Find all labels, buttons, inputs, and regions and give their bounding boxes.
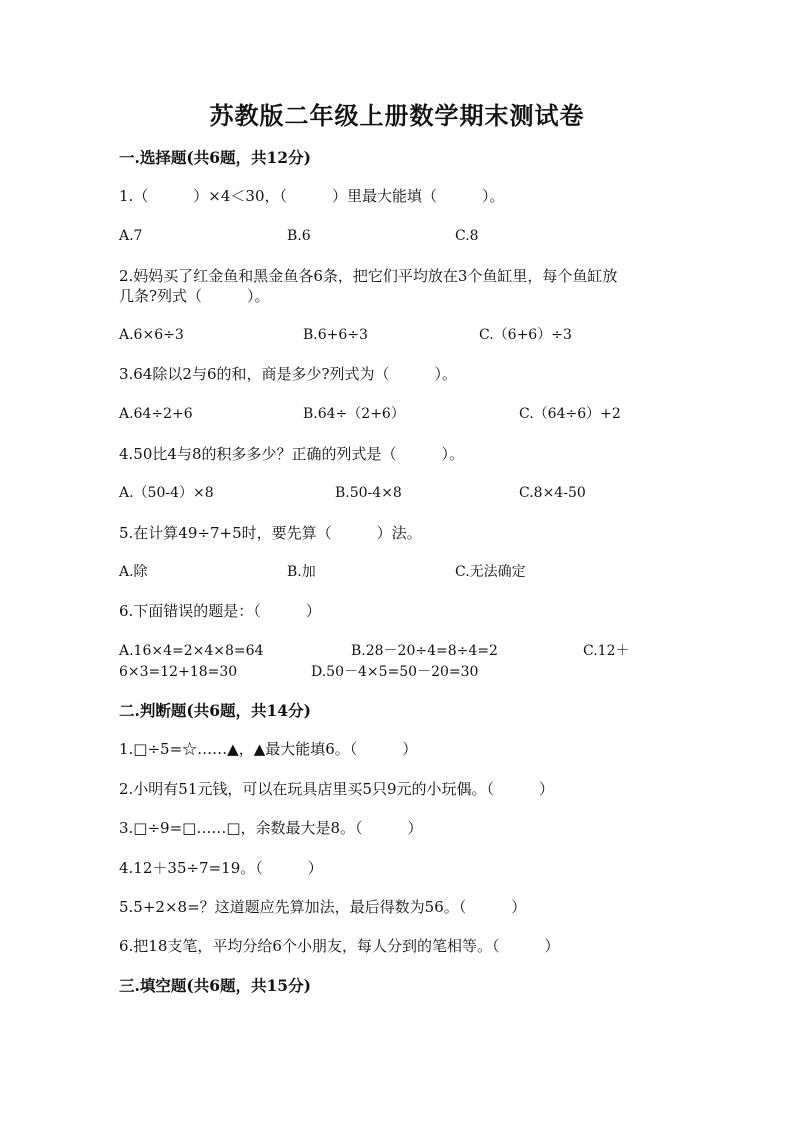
judge-question-1: 1.□÷5=☆……▲，▲最大能填6。（ ） (119, 740, 418, 758)
section-heading-choice: 一.选择题(共6题，共12分) (119, 148, 311, 167)
option-a: A.16×4=2×4×8=64 (119, 643, 264, 659)
question-2-line-1: 2.妈妈买了红金鱼和黑金鱼各6条，把它们平均放在3个鱼缸里，每个鱼缸放 (119, 267, 618, 285)
option-c: C.8 (455, 228, 479, 244)
option-d: D.50－4×5=50－20=30 (311, 664, 479, 680)
option-c: C.12＋ (583, 643, 630, 659)
question-2-line-2: 几条?列式（ ）。 (119, 287, 270, 305)
option-c: C.无法确定 (455, 564, 526, 580)
judge-question-5: 5.5+2×8=？这道题应先算加法，最后得数为56。（ ） (119, 898, 527, 916)
page-title: 苏教版二年级上册数学期末测试卷 (209, 101, 585, 130)
question-4: 4.50比4与8的积多多少？正确的列式是（ ）。 (119, 445, 464, 463)
section-heading-fill: 三.填空题(共6题，共15分) (119, 976, 311, 995)
option-b: B.6 (287, 228, 311, 244)
option-a: A.7 (119, 228, 143, 244)
judge-question-3: 3.□÷9=□……□，余数最大是8。（ ） (119, 819, 423, 837)
judge-question-2: 2.小明有51元钱，可以在玩具店里买5只9元的小玩偶。（ ） (119, 780, 554, 798)
option-b: B.6+6÷3 (303, 327, 368, 343)
judge-question-6: 6.把18支笔，平均分给6个小朋友，每人分到的笔相等。（ ） (119, 937, 560, 955)
question-5: 5.在计算49÷7+5时，要先算（ ）法。 (119, 524, 422, 542)
option-c: C.8×4-50 (519, 485, 586, 501)
question-6: 6.下面错误的题是：（ ） (119, 602, 321, 620)
option-b: B.50-4×8 (335, 485, 402, 501)
option-c: C.（6+6）÷3 (479, 327, 572, 343)
section-heading-judge: 二.判断题(共6题，共14分) (119, 701, 311, 720)
option-b: B.加 (287, 564, 316, 580)
option-c: C.（64÷6）+2 (519, 406, 621, 422)
question-1: 1.（ ）×4＜30，（ ）里最大能填（ ）。 (119, 187, 505, 205)
option-a: A.6×6÷3 (119, 327, 184, 343)
option-a: A.（50-4）×8 (119, 485, 214, 501)
option-c-continued: 6×3=12+18=30 (119, 664, 238, 680)
option-a: A.除 (119, 564, 148, 580)
option-b: B.64÷（2+6） (303, 406, 405, 422)
question-3: 3.64除以2与6的和，商是多少?列式为（ ）。 (119, 365, 458, 383)
option-a: A.64÷2+6 (119, 406, 193, 422)
option-b: B.28－20÷4=8÷4=2 (351, 643, 498, 659)
judge-question-4: 4.12＋35÷7=19。（ ） (119, 859, 323, 877)
